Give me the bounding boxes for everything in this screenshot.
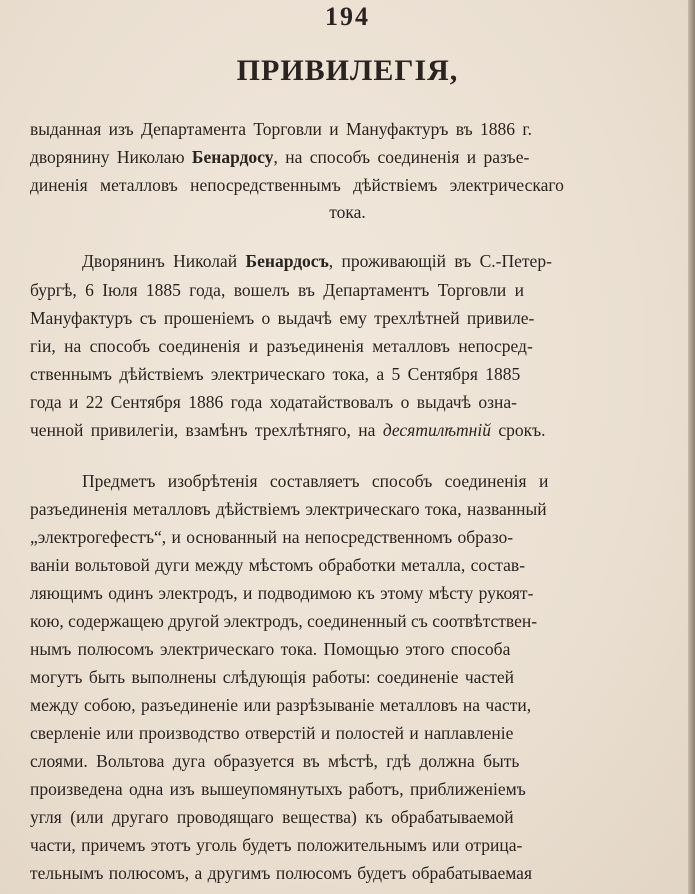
inventor-name: Бенардосъ <box>245 251 329 271</box>
paragraph2-line: части, причемъ этотъ уголь будетъ положительнымъ или отрица- <box>30 835 523 855</box>
paragraph1-line: Мануфактуръ съ прошеніемъ о выдачѣ ему трехлѣтней привиле- <box>30 308 535 328</box>
paragraph1-line: гіи, на способъ соединенія и разъединенія металловъ непосред- <box>30 336 533 356</box>
paragraph2-line: ваніи вольтовой дуги между мѣстомъ обработки металла, состав- <box>30 555 526 575</box>
paragraph1-line: ственнымъ дѣйствіемъ электрическаго тока, а 5 Сентября 1885 <box>30 364 521 384</box>
paragraph2-line: слоями. Вольтова дуга образуется въ мѣстѣ, гдѣ должна быть <box>30 751 520 771</box>
paragraph2-line: „электрогефестъ“, и основанный на непосредственномъ образо- <box>30 527 514 547</box>
paragraph2-line: кою, содержащею другой электродъ, соединенный съ соотвѣтствен- <box>30 611 538 631</box>
paragraph2-line: разъединенія металловъ дѣйствіемъ электрическаго тока, названный <box>30 499 547 519</box>
paragraph2-line: Предметъ изобрѣтенія составляетъ способъ соединенія и <box>82 471 549 491</box>
paragraph1-line: бургѣ, 6 Іюля 1885 года, вошелъ въ Департаментъ Торговли и <box>30 280 524 300</box>
paragraph2-line: угля (или другаго проводящаго вещества) къ обрабатываемой <box>30 807 514 827</box>
paragraph1-line: ченной привилегіи, взамѣнъ трехлѣтняго, на десятилѣтній срокъ. <box>30 420 546 440</box>
header-line: дворянину Николаю Бенардосу, на способъ соединенія и разъе- <box>30 147 530 167</box>
term-emphasis: десятилѣтній <box>382 420 491 440</box>
paragraph2-line: нымъ полюсомъ электрическаго тока. Помощью этого способа <box>30 639 511 659</box>
paragraph2-line: произведена одна изъ вышеупомянутыхъ работъ, приближеніемъ <box>30 779 526 799</box>
paragraph1-line: года и 22 Сентября 1886 года ходатайствовалъ о выдачѣ озна- <box>30 392 517 412</box>
paragraph2-line: сверленіе или производство отверстій и полостей и наплавленіе <box>30 723 514 743</box>
paragraph1-line: Дворянинъ Николай Бенардосъ, проживающій въ С.-Петер- <box>82 251 552 271</box>
paragraph2-line: тельнымъ полюсомъ, а другимъ полюсомъ будетъ обрабатываемая <box>30 863 532 883</box>
header-line: выданная изъ Департамента Торговли и Мануфактуръ въ 1886 г. <box>30 119 532 139</box>
paragraph2-line: ляющимъ одинъ электродъ, и подводимою къ этому мѣсту рукоят- <box>30 583 534 603</box>
header-line: тока. <box>329 202 366 222</box>
paragraph2-line: могутъ быть выполнены слѣдующія работы: соединеніе частей <box>30 667 514 687</box>
page-number: 194 <box>325 2 370 31</box>
inventor-name: Бенардосу <box>191 147 274 167</box>
book-gutter <box>688 0 695 894</box>
header-line: диненія металловъ непосредственнымъ дѣйствіемъ электрическаго <box>30 175 564 195</box>
page-title: ПРИВИЛЕГІЯ, <box>236 54 459 87</box>
paragraph2-line: между собою, разъединеніе или разрѣзываніе металловъ на части, <box>30 695 532 715</box>
